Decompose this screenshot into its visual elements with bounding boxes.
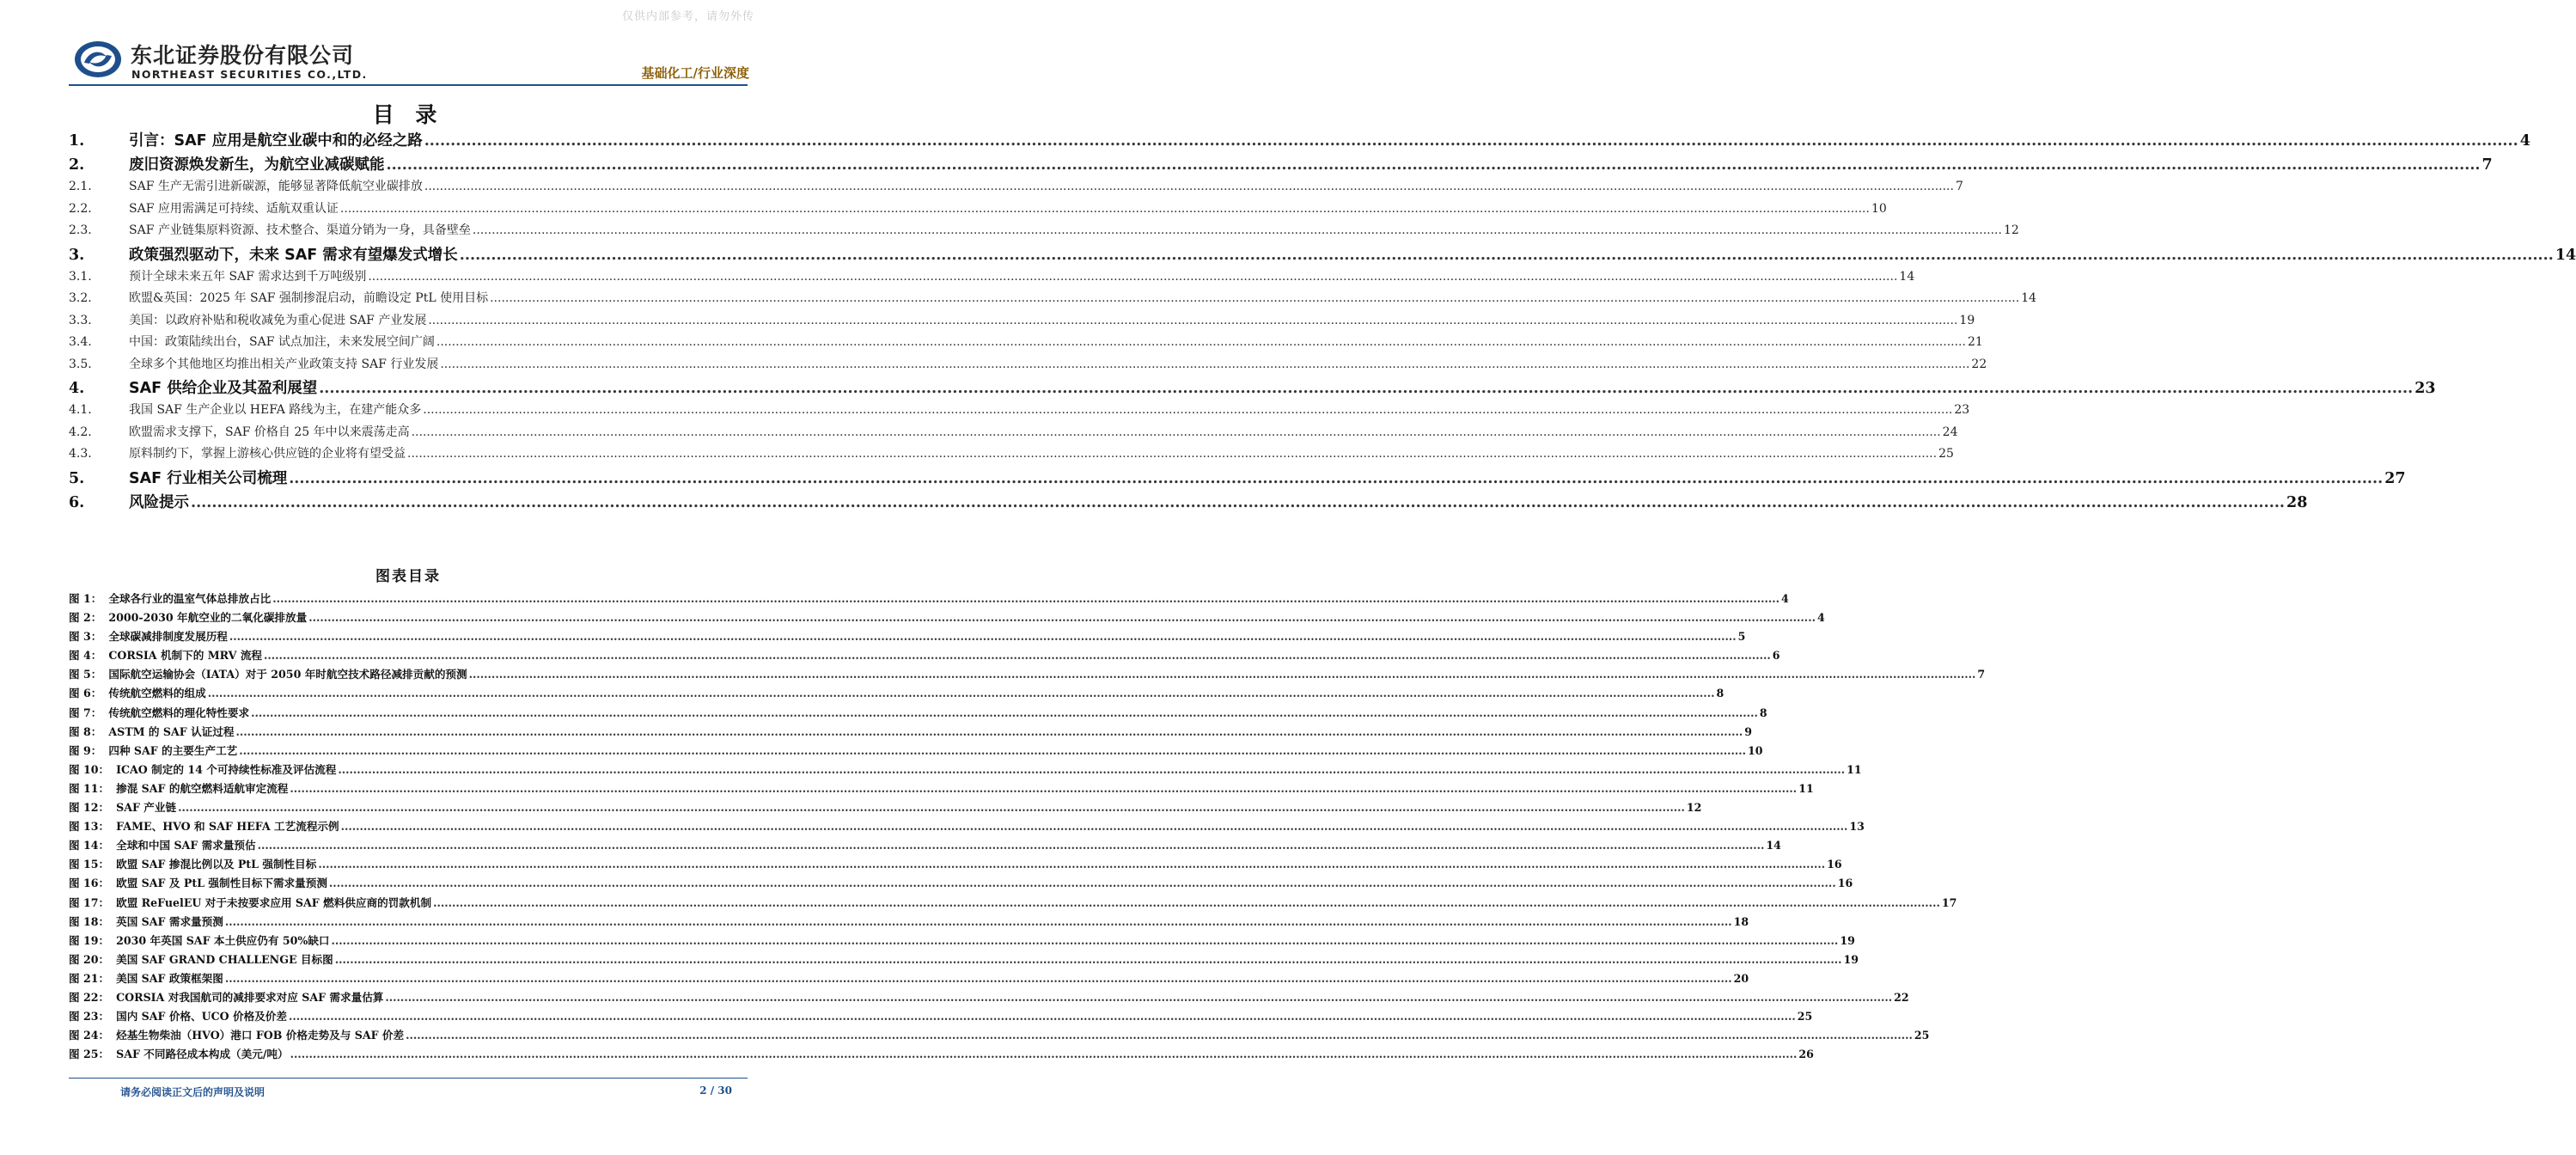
entry-number: 图 1： (69, 592, 102, 605)
entry-number: 图 4： (69, 649, 102, 663)
entry-page: 28 (2286, 493, 2308, 511)
entry-number: 图 16： (69, 877, 110, 890)
leader-dots: ................................................................................................................................................................................................................................................................................................................................................................................................................ (308, 611, 1816, 625)
figure-entry[interactable] (69, 1007, 1813, 1026)
entry-title: 2000-2030 年航空业的二氧化碳排放量 (108, 611, 308, 625)
entry-page: 7 (1955, 180, 1963, 193)
entry-title: SAF 供给企业及其盈利展望 (129, 380, 318, 397)
figure-entry[interactable] (69, 950, 1859, 969)
entry-number: 3. (69, 246, 85, 264)
leader-dots: ................................................................................................................................................................................................................................................................................................................................................................................................................ (251, 706, 1758, 719)
entry-number: 3.5. (69, 357, 92, 371)
entry-page: 20 (1733, 971, 1749, 985)
figure-entry[interactable] (69, 742, 1763, 761)
entry-number: 图 20： (69, 952, 110, 966)
leader-dots: ................................................................................................................................................................................................................................................................................................................................................................................................................ (290, 1048, 1798, 1061)
entry-title: 传统航空燃料的组成 (108, 687, 206, 700)
entry-number: 图 24： (69, 1029, 110, 1042)
entry-title: 国际航空运输协会（IATA）对于 2050 年时航空技术路径减排贡献的预测 (108, 668, 467, 681)
figure-entry[interactable] (69, 913, 1749, 932)
company-logo-icon (72, 40, 124, 79)
entry-page: 25 (1797, 1010, 1813, 1024)
entry-title: 欧盟 ReFuelEU 对于未按要求应用 SAF 燃料供应商的罚款机制 (116, 895, 432, 909)
watermark: 仅供内部参考，请勿外传 (621, 10, 754, 23)
entry-number: 图 22： (69, 990, 110, 1004)
leader-dots: ................................................................................................................................................................................................................................................................................................................................................................................................................ (290, 781, 1798, 795)
footer-disclaimer: 请务必阅读正文后的声明及说明 (120, 1086, 266, 1098)
leader-dots: ................................................................................................................................................................................................................................................................................................................................................................................................................ (229, 630, 1737, 644)
entry-number: 4.1. (69, 403, 92, 417)
leader-dots: ................................................................................................................................................................................................................................................................................................................................................................................................................ (224, 971, 1732, 985)
leader-dots: ................................................................................................................................................................................................................................................................................................................................................................................................................ (239, 743, 1747, 757)
leader-dots: ................................................................................................................................................................................................................................................................................................................................................................................................................ (331, 933, 1839, 947)
leader-dots: ................................................................................................................................................................................................................................................................................................................................................................................................................ (490, 291, 2020, 305)
entry-title: 美国：以政府补贴和税收减免为重心促进 SAF 产业发展 (129, 313, 427, 327)
leader-dots: ................................................................................................................................................................................................................................................................................................................................................................................................................ (433, 895, 1940, 909)
leader-dots: ................................................................................................................................................................................................................................................................................................................................................................................................................ (423, 403, 1953, 417)
figure-entry[interactable] (69, 761, 1862, 779)
entry-page: 21 (1967, 335, 1983, 349)
entry-number: 图 14： (69, 839, 110, 852)
entry-page: 8 (1759, 706, 1767, 719)
entry-title: 我国 SAF 生产企业以 HEFA 路线为主，在建产能众多 (129, 403, 422, 417)
entry-title: 欧盟&英国：2025 年 SAF 强制掺混启动，前瞻设定 PtL 使用目标 (129, 291, 489, 305)
toc-entry[interactable] (69, 333, 1983, 355)
entry-page: 4 (1781, 592, 1789, 605)
entry-page: 5 (1737, 630, 1746, 644)
entry-title: 全球多个其他地区均推出相关产业政策支持 SAF 行业发展 (129, 357, 439, 371)
entry-number: 4. (69, 380, 85, 397)
leader-dots: ................................................................................................................................................................................................................................................................................................................................................................................................................ (411, 425, 1941, 439)
leader-dots: ................................................................................................................................................................................................................................................................................................................................................................................................................ (328, 877, 1836, 890)
entry-page: 14 (2555, 246, 2576, 264)
entry-number: 图 15： (69, 858, 110, 871)
leader-dots: ................................................................................................................................................................................................................................................................................................................................................................................................................ (319, 380, 2414, 397)
entry-title: 原料制约下，掌握上游核心供应链的企业将有望受益 (129, 447, 406, 461)
entry-title: 引言：SAF 应用是航空业碳中和的必经之路 (129, 132, 423, 150)
leader-dots: ................................................................................................................................................................................................................................................................................................................................................................................................................ (334, 952, 1842, 966)
toc-entry[interactable] (69, 289, 2037, 311)
leader-dots: ................................................................................................................................................................................................................................................................................................................................................................................................................ (318, 858, 1826, 871)
entry-number: 3.3. (69, 313, 92, 327)
entry-number: 图 6： (69, 687, 102, 700)
entry-page: 10 (1871, 201, 1887, 216)
figure-entry[interactable] (69, 684, 1724, 703)
toc-entry[interactable] (69, 177, 1963, 199)
entry-title: 中国：政策陆续出台，SAF 试点加注，未来发展空间广阔 (129, 335, 435, 349)
entry-title: 2030 年英国 SAF 本土供应仍有 50%缺口 (116, 933, 330, 947)
entry-number: 6. (69, 493, 85, 511)
entry-title: CORSIA 机制下的 MRV 流程 (108, 649, 263, 663)
entry-title: ASTM 的 SAF 认证过程 (108, 724, 235, 738)
figure-entry[interactable] (69, 608, 1825, 627)
company-name-en: NORTHEAST SECURITIES CO.,LTD. (131, 68, 368, 81)
entry-number: 图 3： (69, 630, 102, 644)
leader-dots: ................................................................................................................................................................................................................................................................................................................................................................................................................ (191, 493, 2286, 511)
entry-title: SAF 行业相关公司梳理 (129, 469, 288, 487)
entry-page: 16 (1827, 858, 1842, 871)
leader-dots: ................................................................................................................................................................................................................................................................................................................................................................................................................ (257, 839, 1765, 852)
entry-page: 25 (1938, 447, 1954, 461)
leader-dots: ................................................................................................................................................................................................................................................................................................................................................................................................................ (207, 687, 1715, 700)
leader-dots: ................................................................................................................................................................................................................................................................................................................................................................................................................ (436, 335, 1966, 349)
entry-number: 3.2. (69, 291, 92, 305)
figure-entry[interactable] (69, 798, 1702, 817)
entry-number: 图 10： (69, 762, 110, 776)
toc-entry[interactable] (69, 444, 1954, 467)
leader-dots: ................................................................................................................................................................................................................................................................................................................................................................................................................ (340, 820, 1848, 834)
entry-number: 图 11： (69, 781, 110, 795)
entry-number: 图 17： (69, 895, 110, 909)
entry-title: ICAO 制定的 14 个可持续性标准及评估流程 (116, 762, 337, 776)
entry-number: 图 19： (69, 933, 110, 947)
entry-page: 16 (1837, 877, 1853, 890)
entry-number: 图 12： (69, 801, 110, 815)
figure-entry[interactable] (69, 988, 1909, 1007)
entry-page: 19 (1843, 952, 1859, 966)
toc-title: 目 录 (372, 102, 444, 127)
leader-dots: ................................................................................................................................................................................................................................................................................................................................................................................................................ (368, 269, 1898, 284)
figure-entry[interactable] (69, 874, 1853, 893)
entry-number: 图 8： (69, 724, 102, 738)
entry-page: 4 (1816, 611, 1825, 625)
entry-page: 27 (2384, 469, 2406, 487)
entry-title: 传统航空燃料的理化特性要求 (108, 706, 250, 719)
figure-entry[interactable] (69, 817, 1865, 836)
entry-title: 废旧资源焕发新生，为航空业减碳赋能 (129, 156, 385, 174)
entry-number: 5. (69, 469, 85, 487)
entry-number: 图 5： (69, 668, 102, 681)
leader-dots: ................................................................................................................................................................................................................................................................................................................................................................................................................ (406, 1029, 1913, 1042)
report-type: 基础化工/行业深度 (641, 65, 749, 81)
entry-page: 23 (2414, 380, 2436, 397)
entry-title: CORSIA 对我国航司的减排要求对应 SAF 需求量估算 (116, 990, 384, 1004)
leader-dots: ................................................................................................................................................................................................................................................................................................................................................................................................................ (264, 649, 1771, 663)
leader-dots: ................................................................................................................................................................................................................................................................................................................................................................................................................ (338, 762, 1846, 776)
entry-page: 7 (1977, 668, 1986, 681)
entry-title: 风险提示 (129, 493, 189, 511)
leader-dots: ................................................................................................................................................................................................................................................................................................................................................................................................................ (468, 668, 1976, 681)
figure-entry[interactable] (69, 836, 1781, 855)
entry-number: 图 18： (69, 914, 110, 928)
figure-entry[interactable] (69, 704, 1767, 723)
entry-number: 图 2： (69, 611, 102, 625)
footer-rule (69, 1078, 748, 1079)
entry-page: 11 (1798, 781, 1814, 795)
figure-entry[interactable] (69, 779, 1814, 798)
entry-page: 12 (2003, 223, 2019, 237)
entry-page: 9 (1744, 724, 1752, 738)
leader-dots: ................................................................................................................................................................................................................................................................................................................................................................................................................ (440, 357, 1970, 371)
leader-dots: ................................................................................................................................................................................................................................................................................................................................................................................................................ (178, 801, 1685, 815)
entry-title: SAF 产业链集原料资源、技术整合、渠道分销为一身，具备壁垒 (129, 223, 471, 237)
toc-entry[interactable] (69, 221, 2019, 243)
leader-dots: ................................................................................................................................................................................................................................................................................................................................................................................................................ (386, 156, 2481, 174)
entry-page: 13 (1849, 820, 1865, 834)
figure-list (69, 590, 1986, 1064)
entry-number: 4.3. (69, 447, 92, 461)
entry-title: SAF 应用需满足可持续、适航双重认证 (129, 201, 339, 216)
leader-dots: ................................................................................................................................................................................................................................................................................................................................................................................................................ (235, 724, 1743, 738)
company-name-cn: 东北证券股份有限公司 (131, 43, 355, 68)
entry-page: 11 (1847, 762, 1862, 776)
toc-entry[interactable] (69, 467, 2406, 491)
entry-page: 7 (2481, 156, 2493, 174)
entry-title: 英国 SAF 需求量预测 (116, 914, 223, 928)
entry-page: 23 (1954, 403, 1970, 417)
leader-dots: ................................................................................................................................................................................................................................................................................................................................................................................................................ (385, 990, 1893, 1004)
entry-page: 25 (1914, 1029, 1930, 1042)
entry-title: FAME、HVO 和 SAF HEFA 工艺流程示例 (116, 820, 339, 834)
entry-page: 12 (1686, 801, 1702, 815)
entry-number: 图 9： (69, 743, 102, 757)
entry-number: 图 25： (69, 1048, 110, 1061)
toc-entry[interactable] (69, 311, 1975, 333)
entry-page: 14 (1899, 269, 1915, 284)
figure-entry[interactable] (69, 723, 1752, 742)
entry-number: 图 7： (69, 706, 102, 719)
entry-title: 预计全球未来五年 SAF 需求达到千万吨级别 (129, 269, 367, 284)
entry-page: 10 (1748, 743, 1763, 757)
figure-entry[interactable] (69, 627, 1746, 646)
figure-entry[interactable] (69, 894, 1957, 913)
toc-entry[interactable] (69, 267, 1915, 290)
leader-dots: ................................................................................................................................................................................................................................................................................................................................................................................................................ (472, 223, 2002, 237)
entry-title: 掺混 SAF 的航空燃料适航审定流程 (116, 781, 289, 795)
toc-entry[interactable] (69, 376, 2436, 400)
entry-page: 18 (1733, 914, 1749, 928)
entry-page: 22 (1971, 357, 1987, 371)
toc-entry[interactable] (69, 355, 1987, 377)
entry-title: 全球和中国 SAF 需求量预估 (116, 839, 256, 852)
entry-number: 图 13： (69, 820, 110, 834)
figure-entry[interactable] (69, 932, 1855, 950)
entry-page: 4 (2519, 132, 2530, 150)
figure-entry[interactable] (69, 855, 1842, 874)
entry-title: 四种 SAF 的主要生产工艺 (108, 743, 238, 757)
toc-entry[interactable] (69, 243, 2576, 267)
figure-entry[interactable] (69, 1045, 1814, 1064)
entry-page: 26 (1798, 1048, 1814, 1061)
figure-entry[interactable] (69, 1026, 1930, 1045)
leader-dots: ................................................................................................................................................................................................................................................................................................................................................................................................................ (424, 132, 2518, 150)
entry-number: 3.1. (69, 269, 92, 284)
toc-entry[interactable] (69, 199, 1887, 222)
leader-dots: ................................................................................................................................................................................................................................................................................................................................................................................................................ (459, 246, 2554, 264)
entry-title: 欧盟 SAF 掺混比例以及 PtL 强制性目标 (116, 858, 317, 871)
entry-title: SAF 生产无需引进新碳源，能够显著降低航空业碳排放 (129, 180, 423, 193)
figure-entry[interactable] (69, 590, 1789, 608)
entry-page: 24 (1942, 425, 1958, 439)
leader-dots: ................................................................................................................................................................................................................................................................................................................................................................................................................ (339, 201, 1870, 216)
entry-page: 19 (1959, 313, 1975, 327)
entry-page: 8 (1716, 687, 1724, 700)
toc-entry[interactable] (69, 129, 2530, 153)
leader-dots: ................................................................................................................................................................................................................................................................................................................................................................................................................ (424, 180, 1954, 193)
toc-entry[interactable] (69, 491, 2308, 515)
toc-entry[interactable] (69, 400, 1970, 423)
entry-title: 美国 SAF GRAND CHALLENGE 目标图 (116, 952, 333, 966)
entry-number: 2.1. (69, 180, 92, 193)
entry-number: 4.2. (69, 425, 92, 439)
entry-number: 图 23： (69, 1010, 110, 1024)
entry-title: 欧盟需求支撑下，SAF 价格自 25 年中以来震荡走高 (129, 425, 410, 439)
toc-entry[interactable] (69, 423, 1958, 445)
entry-title: SAF 产业链 (116, 801, 177, 815)
entry-number: 2.2. (69, 201, 92, 216)
entry-page: 19 (1840, 933, 1855, 947)
leader-dots: ................................................................................................................................................................................................................................................................................................................................................................................................................ (289, 469, 2384, 487)
entry-page: 14 (2021, 291, 2037, 305)
table-of-contents (69, 129, 2576, 515)
entry-title: 美国 SAF 政策框架图 (116, 971, 223, 985)
leader-dots: ................................................................................................................................................................................................................................................................................................................................................................................................................ (428, 313, 1958, 327)
entry-page: 22 (1894, 990, 1909, 1004)
leader-dots: ................................................................................................................................................................................................................................................................................................................................................................................................................ (272, 592, 1780, 605)
leader-dots: ................................................................................................................................................................................................................................................................................................................................................................................................................ (288, 1010, 1796, 1024)
entry-number: 3.4. (69, 335, 92, 349)
entry-title: 全球碳减排制度发展历程 (108, 630, 228, 644)
entry-title: 欧盟 SAF 及 PtL 强制性目标下需求量预测 (116, 877, 327, 890)
entry-title: SAF 不同路径成本构成（美元/吨） (116, 1048, 289, 1061)
figure-entry[interactable] (69, 646, 1780, 665)
entry-page: 14 (1766, 839, 1781, 852)
entry-page: 17 (1941, 895, 1957, 909)
entry-title: 政策强烈驱动下，未来 SAF 需求有望爆发式增长 (129, 246, 458, 264)
entry-title: 烃基生物柴油（HVO）港口 FOB 价格走势及与 SAF 价差 (116, 1029, 405, 1042)
entry-number: 2. (69, 156, 85, 174)
entry-number: 2.3. (69, 223, 92, 237)
figure-entry[interactable] (69, 665, 1986, 684)
entry-number: 图 21： (69, 971, 110, 985)
leader-dots: ................................................................................................................................................................................................................................................................................................................................................................................................................ (224, 914, 1732, 928)
figure-list-title: 图表目录 (375, 568, 441, 585)
toc-entry[interactable] (69, 153, 2493, 177)
leader-dots: ................................................................................................................................................................................................................................................................................................................................................................................................................ (407, 447, 1938, 461)
entry-number: 1. (69, 132, 85, 150)
figure-entry[interactable] (69, 969, 1749, 988)
entry-page: 6 (1772, 649, 1780, 663)
entry-title: 国内 SAF 价格、UCO 价格及价差 (116, 1010, 287, 1024)
header-rule (69, 84, 748, 86)
footer-page-number: 2 / 30 (699, 1085, 732, 1097)
entry-title: 全球各行业的温室气体总排放占比 (108, 592, 272, 605)
